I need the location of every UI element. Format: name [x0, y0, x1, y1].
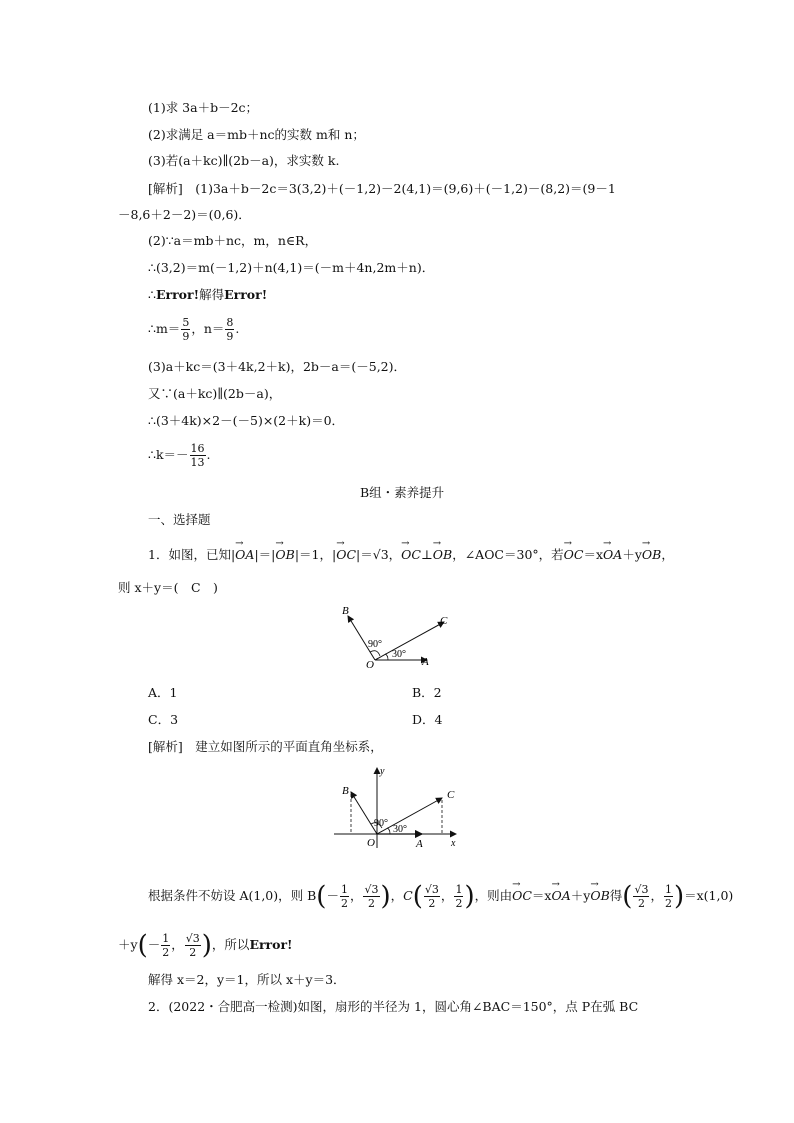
solution-line-3: ∴(3,2)＝m(－1,2)＋n(4,1)＝(－m＋4n,2m＋n)． [148, 260, 435, 275]
label-90: 90° [368, 639, 382, 650]
group-b-heading: B组・素养提升 [360, 485, 445, 500]
solution-1-line-4: 解得 x＝2，y＝1，所以 x＋y＝3． [148, 972, 346, 987]
label-o: O [366, 659, 374, 671]
label-a: A [422, 656, 429, 668]
solution-line-5: ∴m＝ $\frac{5}{9}$ ，n＝ $\frac{8}{9}$ . [148, 316, 240, 343]
label-b: B [342, 785, 349, 797]
label-90: 90° [374, 818, 388, 829]
solution-line-9: ∴k＝－ $\frac{16}{13}$ . [148, 442, 211, 469]
label-30: 30° [392, 649, 406, 660]
option-c: C．3 [148, 712, 179, 727]
solution-line-1b: －8,6＋2－2)＝(0,6)． [118, 207, 251, 222]
arc-30 [385, 654, 388, 660]
label-c: C [440, 615, 448, 627]
option-b: B．2 [412, 685, 442, 700]
label-y: y [380, 766, 385, 777]
figure-2-coordinates [326, 764, 464, 852]
question-2: (2)求满足 a＝mb＋nc的实数 m和 n； [148, 127, 365, 142]
solution-line-1: [解析] (1)3a＋b－2c＝3(3,2)＋(－1,2)－2(4,1)＝(9,6)＋(－1,2)－(8,2)＝(9－1 [148, 181, 616, 196]
solution-line-8: ∴(3＋4k)×2－(－5)×(2＋k)＝0． [148, 413, 345, 428]
option-a: A．1 [148, 685, 178, 700]
vector-ob [348, 616, 375, 660]
figure-1-vectors [330, 600, 460, 672]
solution-1-intro: [解析] 建立如图所示的平面直角坐标系， [148, 739, 383, 754]
label-a: A [416, 838, 423, 850]
label-b: B [342, 605, 349, 617]
solution-1-line-2: 根据条件不妨设 A(1,0)，则 B(－ $\frac{1}{2}$ ， $\frac{√3}{2}$ )，C( $\frac{√3}{2}$ ， $\frac{1}{2}$ )，则由→ OC＝x→ OA＋y→ OB得( $\frac{√3}{2}$ ， $\frac{1}{2}$ )＝x(1,0) [148, 883, 733, 910]
problem-1-stem: 1．如图，已知|→ OA|＝|→ OB|＝1，|→ OC|＝√3，→ OC⊥→ OB，∠AOC＝30°，若→ OC＝x→ OA＋y→ OB， [148, 546, 674, 564]
label-o: O [367, 837, 375, 849]
question-3: (3)若(a＋kc)∥(2b－a)，求实数 k. [148, 153, 340, 168]
solution-line-4: ∴Error!解得Error! [148, 287, 268, 302]
question-1: (1)求 3a＋b－2c； [148, 100, 259, 115]
solution-line-7: 又∵(a＋kc)∥(2b－a)， [148, 386, 282, 401]
section-choice: 一、选择题 [148, 512, 211, 527]
label-30: 30° [393, 824, 407, 835]
solution-1-line-3: ＋y(－ $\frac{1}{2}$ ， $\frac{√3}{2}$ )，所以Error! [118, 930, 293, 961]
option-d: D．4 [412, 712, 443, 727]
solution-line-2: (2)∵a＝mb＋nc，m，n∈R， [148, 233, 318, 248]
problem-2-stem: 2．(2022・合肥高一检测)如图，扇形的半径为 1，圆心角∠BAC＝150°，点 P在弧 BC [148, 999, 639, 1014]
label-c: C [447, 789, 455, 801]
problem-1-question: 则 x＋y＝( C ) [118, 580, 218, 595]
label-x: x [451, 838, 456, 849]
solution-line-6: (3)a＋kc＝(3＋4k,2＋k)，2b－a＝(－5,2)． [148, 359, 407, 374]
